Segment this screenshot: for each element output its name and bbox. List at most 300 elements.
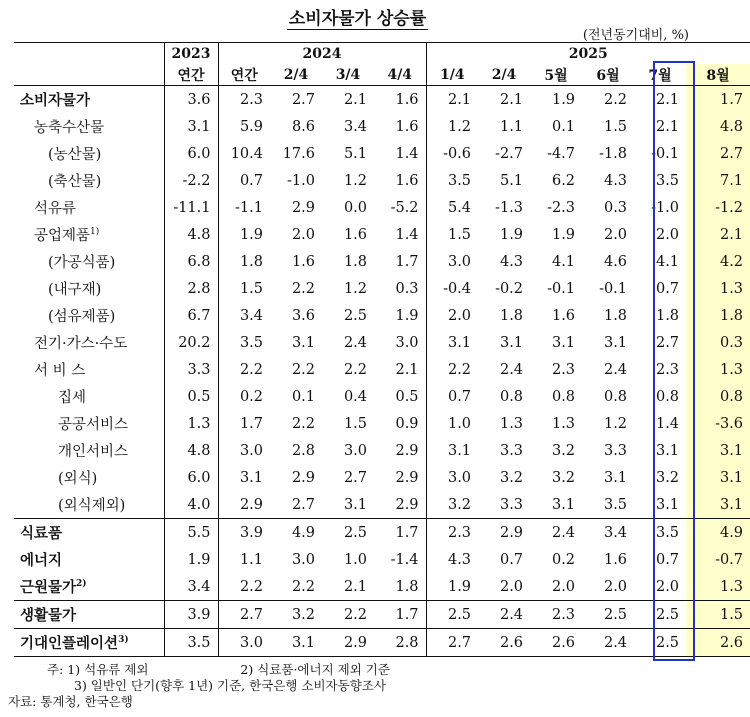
row-label bbox=[14, 410, 164, 437]
header-year-2024: 2024 bbox=[218, 43, 426, 65]
row-label-text: 개인서비스 bbox=[58, 444, 129, 460]
cell-value: 0.4 bbox=[343, 388, 367, 405]
table-row bbox=[14, 140, 750, 167]
cell-value-aug: 4.8 bbox=[686, 113, 750, 140]
row-label-text: (농산물) bbox=[48, 147, 102, 163]
footnote-marker: 1) bbox=[90, 227, 100, 238]
cell-value: 3.5 bbox=[603, 496, 628, 513]
cell-value: 2.9 bbox=[395, 469, 419, 486]
cell-value: 4.0 bbox=[164, 491, 218, 519]
cell-value: -0.4 bbox=[426, 275, 478, 302]
cell-value: 2.7 bbox=[218, 601, 270, 629]
cell-value: 1.9 bbox=[551, 91, 576, 108]
table-row bbox=[14, 113, 750, 140]
cell-value: 3.1 bbox=[655, 496, 680, 513]
cell-value: 2.6 bbox=[530, 629, 582, 657]
cell-value: 3.1 bbox=[426, 329, 478, 356]
row-label bbox=[14, 140, 164, 167]
row-label bbox=[14, 275, 164, 302]
cell-value: 1.4 bbox=[395, 226, 419, 243]
cell-value: 3.0 bbox=[218, 437, 270, 464]
footnote-3: 3) 일반인 단기(향후 1년) 기준, 한국은행 소비자동향조사 bbox=[74, 678, 386, 693]
cell-value: 2.7 bbox=[655, 334, 680, 351]
cell-value: 1.8 bbox=[603, 307, 628, 324]
header-period: 7월 bbox=[634, 64, 686, 86]
table-row bbox=[14, 383, 750, 410]
cell-value: 2.4 bbox=[603, 361, 628, 378]
cell-value: 0.8 bbox=[603, 388, 628, 405]
cell-value: 2.1 bbox=[499, 91, 524, 108]
header-year-row bbox=[14, 43, 750, 65]
cell-value: 0.1 bbox=[291, 388, 315, 405]
cell-value: 2.4 bbox=[499, 361, 524, 378]
cell-value-aug: 0.3 bbox=[686, 329, 750, 356]
row-label-text: (섬유제품) bbox=[48, 309, 116, 325]
row-label bbox=[14, 546, 164, 573]
cell-value: 2.9 bbox=[218, 491, 270, 519]
header-period: 4/4 bbox=[374, 64, 426, 86]
cell-value: 3.2 bbox=[551, 469, 576, 486]
cell-value: 2.3 bbox=[218, 86, 270, 114]
cell-value: 2.1 bbox=[426, 86, 478, 114]
cpi-table bbox=[14, 42, 750, 657]
cell-value: 3.2 bbox=[655, 469, 680, 486]
cell-value: 4.3 bbox=[603, 172, 628, 189]
cell-value: 2.6 bbox=[478, 629, 530, 657]
cell-value: 3.0 bbox=[395, 334, 419, 351]
unit-label: (전년동기대비, %) bbox=[582, 28, 689, 43]
row-label bbox=[14, 221, 164, 248]
cell-value: 3.0 bbox=[291, 551, 315, 568]
cell-value: 5.1 bbox=[343, 145, 367, 162]
cell-value: 0.5 bbox=[164, 383, 218, 410]
cell-value: 6.0 bbox=[164, 464, 218, 491]
cell-value: 0.2 bbox=[218, 383, 270, 410]
cell-value: 1.6 bbox=[395, 172, 419, 189]
cell-value: 0.8 bbox=[655, 388, 680, 405]
cell-value: 2.9 bbox=[322, 629, 374, 657]
source-note: 자료: 통계청, 한국은행 bbox=[8, 694, 133, 709]
cell-value: 2.4 bbox=[478, 601, 530, 629]
cell-value: 2.2 bbox=[218, 356, 270, 383]
cell-value: 2.4 bbox=[582, 629, 634, 657]
cell-value: 2.9 bbox=[395, 496, 419, 513]
cell-value: 4.8 bbox=[164, 437, 218, 464]
cell-value: 1.3 bbox=[551, 415, 576, 432]
cell-value: 1.1 bbox=[499, 118, 524, 135]
row-label-text: (가공식품) bbox=[48, 255, 116, 271]
cell-value: 3.3 bbox=[499, 442, 524, 459]
header-period-aug: 8월 bbox=[686, 64, 750, 86]
table-row bbox=[14, 546, 750, 573]
cell-value: -0.1 bbox=[547, 280, 576, 297]
row-label bbox=[14, 491, 164, 519]
cell-value: -1.1 bbox=[218, 194, 270, 221]
row-label-text: 소비자물가 bbox=[20, 92, 91, 109]
cell-value: 1.6 bbox=[291, 253, 315, 270]
cell-value: 2.4 bbox=[343, 334, 367, 351]
header-period-row bbox=[14, 64, 750, 86]
header-period: 2/4 bbox=[478, 64, 530, 86]
footnote-marker: 3) bbox=[118, 635, 129, 646]
cell-value: 5.5 bbox=[164, 519, 218, 547]
cell-value: 2.3 bbox=[530, 601, 582, 629]
cell-value: 3.2 bbox=[551, 442, 576, 459]
row-label-text: (축산물) bbox=[48, 174, 102, 190]
cell-value: 3.1 bbox=[270, 629, 322, 657]
row-label bbox=[14, 573, 164, 601]
table-row bbox=[14, 491, 750, 519]
cell-value: -1.3 bbox=[495, 199, 524, 216]
cell-value: 2.1 bbox=[655, 91, 680, 108]
cell-value: -0.6 bbox=[426, 140, 478, 167]
footnote-line-1 bbox=[0, 662, 390, 678]
cell-value: 3.3 bbox=[603, 442, 628, 459]
cell-value: 1.0 bbox=[426, 410, 478, 437]
cell-value-aug: 3.1 bbox=[686, 464, 750, 491]
footnote-marker: 2) bbox=[76, 579, 87, 590]
row-label-text: 식료품 bbox=[20, 525, 63, 542]
table-row bbox=[14, 194, 750, 221]
row-label bbox=[14, 519, 164, 547]
cell-value: 0.1 bbox=[551, 118, 576, 135]
cell-value: 2.1 bbox=[395, 361, 419, 378]
table-row bbox=[14, 86, 750, 114]
cell-value: -1.4 bbox=[390, 551, 419, 568]
cell-value: 2.0 bbox=[655, 578, 680, 595]
cell-value: 6.8 bbox=[164, 248, 218, 275]
cell-value: 2.0 bbox=[551, 578, 576, 595]
row-label bbox=[14, 356, 164, 383]
cell-value: 3.5 bbox=[218, 329, 270, 356]
cell-value: 6.0 bbox=[164, 140, 218, 167]
cell-value: 2.4 bbox=[530, 519, 582, 547]
cell-value: 1.5 bbox=[343, 415, 367, 432]
cell-value: 3.5 bbox=[164, 629, 218, 657]
cell-value: 1.6 bbox=[343, 226, 367, 243]
cell-value: 3.1 bbox=[655, 442, 680, 459]
cell-value: 0.8 bbox=[499, 388, 524, 405]
row-label bbox=[14, 113, 164, 140]
cell-value: 1.2 bbox=[343, 172, 367, 189]
cell-value: 3.4 bbox=[164, 573, 218, 601]
cell-value: 2.2 bbox=[426, 356, 478, 383]
cell-value: 1.9 bbox=[218, 221, 270, 248]
cell-value: 2.0 bbox=[655, 226, 680, 243]
cell-value: 2.0 bbox=[603, 226, 628, 243]
table-row bbox=[14, 275, 750, 302]
row-label bbox=[14, 437, 164, 464]
cell-value: 1.7 bbox=[374, 601, 426, 629]
cell-value-aug: 4.9 bbox=[686, 519, 750, 547]
cell-value: 0.0 bbox=[343, 199, 367, 216]
row-label bbox=[14, 464, 164, 491]
cell-value: 3.9 bbox=[218, 519, 270, 547]
cell-value: 2.7 bbox=[291, 496, 315, 513]
cell-value: 2.8 bbox=[291, 442, 315, 459]
row-label bbox=[14, 601, 164, 629]
cell-value: -2.3 bbox=[547, 199, 576, 216]
cell-value: 4.3 bbox=[426, 546, 478, 573]
table-row bbox=[14, 573, 750, 601]
cell-value: 3.1 bbox=[551, 496, 576, 513]
cell-value: 4.1 bbox=[655, 253, 680, 270]
cell-value: 3.0 bbox=[343, 442, 367, 459]
cell-value: 3.4 bbox=[218, 302, 270, 329]
cell-value: 2.5 bbox=[582, 601, 634, 629]
cell-value: -1.8 bbox=[599, 145, 628, 162]
cell-value: 2.5 bbox=[343, 307, 367, 324]
cell-value: 1.5 bbox=[603, 118, 628, 135]
table-row bbox=[14, 167, 750, 194]
row-label-text: 에너지 bbox=[20, 552, 63, 569]
cell-value-aug: 3.1 bbox=[686, 437, 750, 464]
table-row bbox=[14, 464, 750, 491]
cell-value: 1.4 bbox=[655, 415, 680, 432]
cell-value: 1.9 bbox=[551, 226, 576, 243]
row-label-text: 기대인플레이션 bbox=[20, 635, 119, 652]
header-period: 연간 bbox=[218, 64, 270, 86]
cell-value: -0.2 bbox=[495, 280, 524, 297]
cell-value: 1.6 bbox=[551, 307, 576, 324]
cell-value: 4.9 bbox=[270, 519, 322, 547]
row-label bbox=[14, 383, 164, 410]
header-year-2023: 2023 bbox=[164, 43, 218, 65]
cell-value: 2.8 bbox=[374, 629, 426, 657]
table-row bbox=[14, 437, 750, 464]
cell-value: 3.1 bbox=[164, 113, 218, 140]
row-label-text: 집세 bbox=[58, 390, 87, 406]
cell-value-aug: -1.2 bbox=[686, 194, 750, 221]
cell-value: 0.7 bbox=[499, 551, 524, 568]
cell-value: -11.1 bbox=[164, 194, 218, 221]
row-label bbox=[14, 194, 164, 221]
table-row bbox=[14, 629, 750, 657]
row-label bbox=[14, 167, 164, 194]
cell-value: 2.2 bbox=[322, 601, 374, 629]
cell-value: 10.4 bbox=[218, 140, 270, 167]
cell-value-aug: 3.1 bbox=[686, 491, 750, 519]
cell-value: 3.9 bbox=[164, 601, 218, 629]
cell-value: 2.2 bbox=[218, 573, 270, 601]
cell-value: 2.7 bbox=[426, 629, 478, 657]
row-label-text: (외식제외) bbox=[58, 498, 126, 514]
cell-value: 1.3 bbox=[164, 410, 218, 437]
cell-value: 2.9 bbox=[291, 199, 315, 216]
cell-value: 17.6 bbox=[282, 145, 315, 162]
row-label-text: 공공서비스 bbox=[58, 417, 129, 433]
cell-value: 2.2 bbox=[291, 361, 315, 378]
table-row bbox=[14, 410, 750, 437]
cell-value: -1.0 bbox=[287, 172, 315, 189]
cell-value: 4.1 bbox=[551, 253, 576, 270]
cell-value: 1.8 bbox=[343, 253, 367, 270]
cell-value: 1.5 bbox=[426, 221, 478, 248]
cell-value: 2.5 bbox=[426, 601, 478, 629]
cell-value-aug: 1.7 bbox=[686, 86, 750, 114]
cell-value: 1.9 bbox=[164, 546, 218, 573]
cell-value: 2.0 bbox=[603, 578, 628, 595]
cell-value: 1.5 bbox=[218, 275, 270, 302]
cell-value: 1.8 bbox=[395, 578, 419, 595]
cell-value: -1.0 bbox=[651, 199, 680, 216]
cell-value-aug: 1.3 bbox=[686, 356, 750, 383]
cell-value: 2.1 bbox=[655, 118, 680, 135]
row-label bbox=[14, 329, 164, 356]
cell-value: 5.1 bbox=[499, 172, 524, 189]
cell-value: 2.0 bbox=[426, 302, 478, 329]
cell-value: 0.3 bbox=[395, 280, 419, 297]
cell-value: 8.6 bbox=[291, 118, 315, 135]
header-corner-2 bbox=[14, 64, 164, 86]
header-period: 2/4 bbox=[270, 64, 322, 86]
cell-value: 1.3 bbox=[499, 415, 524, 432]
cell-value: 3.2 bbox=[499, 469, 524, 486]
cell-value: 3.1 bbox=[426, 437, 478, 464]
cell-value: 2.1 bbox=[343, 578, 367, 595]
header-period: 1/4 bbox=[426, 64, 478, 86]
cell-value: 2.9 bbox=[291, 469, 315, 486]
cell-value: 1.8 bbox=[218, 248, 270, 275]
cell-value: 3.1 bbox=[291, 334, 315, 351]
cell-value-aug: 1.8 bbox=[686, 302, 750, 329]
cell-value-aug: 1.5 bbox=[686, 601, 750, 629]
cell-value: 2.2 bbox=[343, 361, 367, 378]
cell-value: 1.8 bbox=[499, 307, 524, 324]
cell-value: 1.7 bbox=[395, 253, 419, 270]
cell-value: 3.1 bbox=[603, 469, 628, 486]
cell-value: 1.6 bbox=[395, 118, 419, 135]
cell-value-aug: -3.6 bbox=[686, 410, 750, 437]
cell-value: 2.2 bbox=[291, 415, 315, 432]
cell-value: 1.2 bbox=[426, 113, 478, 140]
cell-value: 4.3 bbox=[499, 253, 524, 270]
row-label-text: (외식) bbox=[58, 471, 98, 487]
table-row bbox=[14, 221, 750, 248]
cell-value: 1.6 bbox=[603, 551, 628, 568]
cell-value: 3.1 bbox=[343, 496, 367, 513]
row-label-text: 서 비 스 bbox=[34, 363, 86, 379]
cell-value: 2.0 bbox=[499, 578, 524, 595]
row-label-text: (내구재) bbox=[48, 282, 102, 298]
cell-value: 4.8 bbox=[164, 221, 218, 248]
table-row bbox=[14, 519, 750, 547]
cell-value: 1.6 bbox=[395, 91, 419, 108]
cell-value: 1.1 bbox=[218, 546, 270, 573]
cell-value: 3.0 bbox=[218, 629, 270, 657]
cell-value: 0.7 bbox=[655, 280, 680, 297]
cell-value: 2.5 bbox=[634, 601, 686, 629]
cell-value: 3.1 bbox=[218, 464, 270, 491]
cell-value: 3.4 bbox=[582, 519, 634, 547]
row-label bbox=[14, 86, 164, 114]
cell-value: 2.2 bbox=[291, 280, 315, 297]
cell-value: 3.3 bbox=[164, 356, 218, 383]
cell-value: 2.3 bbox=[551, 361, 576, 378]
cell-value: 1.7 bbox=[218, 410, 270, 437]
cell-value: 3.5 bbox=[634, 519, 686, 547]
cell-value: 1.9 bbox=[426, 573, 478, 601]
cell-value: 3.5 bbox=[426, 167, 478, 194]
cell-value: -0.1 bbox=[599, 280, 628, 297]
footnotes bbox=[0, 662, 390, 710]
cell-value: 3.0 bbox=[426, 248, 478, 275]
cell-value: 0.5 bbox=[395, 388, 419, 405]
cell-value-aug: 2.1 bbox=[686, 221, 750, 248]
cell-value: 2.9 bbox=[395, 442, 419, 459]
table-row bbox=[14, 601, 750, 629]
cell-value-aug: 7.1 bbox=[686, 167, 750, 194]
cell-value: 2.2 bbox=[603, 91, 628, 108]
header-year-2025: 2025 bbox=[426, 43, 750, 65]
cell-value: 1.0 bbox=[343, 551, 367, 568]
cell-value: 0.7 bbox=[655, 551, 680, 568]
cell-value-aug: 1.3 bbox=[686, 275, 750, 302]
cell-value: 2.5 bbox=[634, 629, 686, 657]
cell-value: 3.2 bbox=[270, 601, 322, 629]
cell-value: 3.0 bbox=[426, 464, 478, 491]
cell-value: 2.3 bbox=[426, 519, 478, 547]
cell-value: 0.7 bbox=[426, 383, 478, 410]
header-period: 6월 bbox=[582, 64, 634, 86]
cell-value: 3.4 bbox=[343, 118, 367, 135]
cell-value: 3.3 bbox=[499, 496, 524, 513]
cell-value: 2.8 bbox=[164, 275, 218, 302]
cell-value: 0.3 bbox=[603, 199, 628, 216]
cell-value: -2.7 bbox=[495, 145, 524, 162]
cell-value-aug: 2.6 bbox=[686, 629, 750, 657]
row-label-text: 전기·가스·수도 bbox=[34, 336, 128, 352]
header-corner bbox=[14, 43, 164, 65]
cell-value: 20.2 bbox=[164, 329, 218, 356]
row-label-text: 근원물가 bbox=[20, 579, 77, 596]
table-row bbox=[14, 329, 750, 356]
header-period: 연간 bbox=[164, 64, 218, 86]
cell-value: 3.1 bbox=[499, 334, 524, 351]
row-label-text: 석유류 bbox=[34, 201, 77, 217]
cell-value: 2.2 bbox=[291, 578, 315, 595]
header-period: 5월 bbox=[530, 64, 582, 86]
cell-value: 1.4 bbox=[395, 145, 419, 162]
cell-value: 2.3 bbox=[655, 361, 680, 378]
cell-value-aug: -0.7 bbox=[686, 546, 750, 573]
cell-value: 6.7 bbox=[164, 302, 218, 329]
cell-value: 0.7 bbox=[218, 167, 270, 194]
cell-value: 2.5 bbox=[322, 519, 374, 547]
cell-value: -2.2 bbox=[164, 167, 218, 194]
cell-value: 3.1 bbox=[551, 334, 576, 351]
table-title: 소비자물가 상승률 bbox=[288, 9, 427, 29]
cell-value-aug: 0.8 bbox=[686, 383, 750, 410]
cell-value: 3.6 bbox=[164, 86, 218, 114]
footnote-1: 주: 1) 석유류 제외 bbox=[47, 662, 149, 677]
cell-value: 1.2 bbox=[343, 280, 367, 297]
cell-value: 3.2 bbox=[426, 491, 478, 519]
cell-value: 2.9 bbox=[478, 519, 530, 547]
cell-value: 0.9 bbox=[395, 415, 419, 432]
cell-value: 3.5 bbox=[655, 172, 680, 189]
cell-value: 3.1 bbox=[603, 334, 628, 351]
header-period: 3/4 bbox=[322, 64, 374, 86]
row-label-text: 농축수산물 bbox=[34, 120, 105, 136]
cell-value: 2.7 bbox=[291, 91, 315, 108]
cell-value: 2.1 bbox=[343, 91, 367, 108]
cell-value: 1.8 bbox=[655, 307, 680, 324]
cell-value: 1.9 bbox=[395, 307, 419, 324]
table-row bbox=[14, 248, 750, 275]
table-row bbox=[14, 302, 750, 329]
cell-value: 5.4 bbox=[426, 194, 478, 221]
